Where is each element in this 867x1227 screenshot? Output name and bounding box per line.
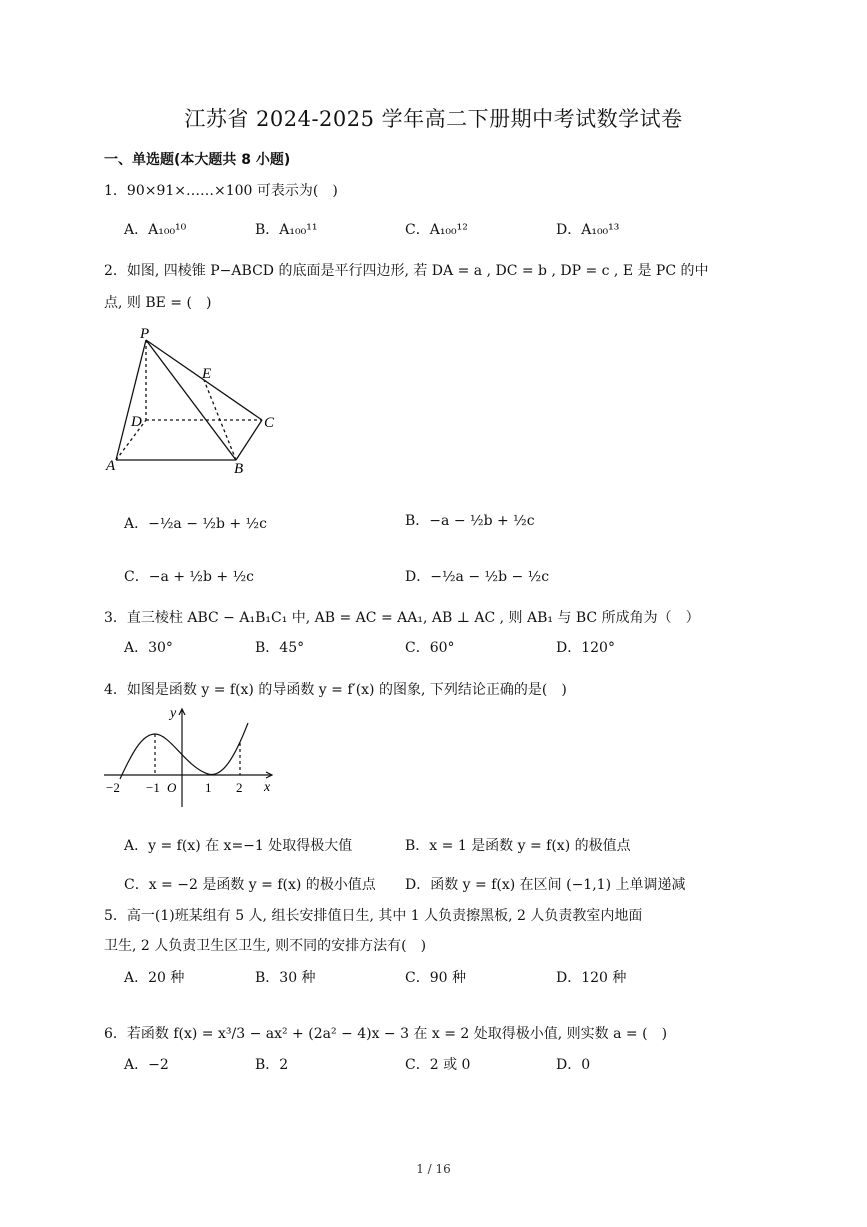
label-p: P bbox=[140, 326, 150, 342]
graph-y-label: y bbox=[170, 706, 177, 721]
question-2-line1: 2．如图, 四棱锥 P−ABCD 的底面是平行四边形, 若 DA = a , DC = b , DP = c , E 是 PC 的中 bbox=[104, 263, 709, 279]
question-3-stem: 3．直三棱柱 ABC − A₁B₁C₁ 中, AB = AC = AA₁, AB ⊥ AC , 则 AB₁ 与 BC 所成角为（ ） bbox=[104, 610, 700, 626]
pyramid-figure bbox=[100, 322, 290, 482]
graph-origin-label: O bbox=[167, 780, 177, 795]
question-5-line2: 卫生, 2 人负责卫生区卫生, 则不同的安排方法有( ) bbox=[104, 938, 427, 954]
graph-tick-2: 2 bbox=[236, 780, 243, 795]
q2-option-d: D．−½a − ½b − ½c bbox=[405, 569, 550, 585]
q2-option-b: B．−a − ½b + ½c bbox=[405, 513, 535, 529]
q3-option-c: C．60° bbox=[405, 640, 455, 656]
q4-option-a: A．y = f(x) 在 x=−1 处取得极大值 bbox=[124, 838, 353, 854]
graph-tick-neg2: −2 bbox=[106, 780, 120, 795]
q5-option-b: B．30 种 bbox=[255, 970, 316, 986]
question-5-line1: 5．高一(1)班某组有 5 人, 组长安排值日生, 其中 1 人负责擦黑板, 2 人负责教室内地面 bbox=[104, 908, 643, 924]
graph-tick-1: 1 bbox=[205, 780, 212, 795]
graph-x-label: x bbox=[264, 780, 271, 795]
label-a: A bbox=[106, 458, 116, 474]
q2-option-c: C．−a + ½b + ½c bbox=[124, 569, 254, 585]
section-heading: 一、单选题(本大题共 8 小题) bbox=[104, 152, 291, 168]
q3-option-b: B．45° bbox=[255, 640, 305, 656]
q1-option-a: A．A₁₀₀¹⁰ bbox=[124, 222, 187, 238]
q5-option-d: D．120 种 bbox=[556, 970, 627, 986]
question-6-stem: 6．若函数 f(x) = x³/3 − ax² + (2a² − 4)x − 3 在 x = 2 处取得极小值, 则实数 a = ( ) bbox=[104, 1026, 668, 1042]
page-title: 江苏省 2024-2025 学年高二下册期中考试数学试卷 bbox=[184, 107, 683, 131]
question-1-stem: 1．90×91×……×100 可表示为( ) bbox=[104, 183, 338, 199]
q6-option-b: B．2 bbox=[255, 1057, 289, 1073]
q1-option-b: B．A₁₀₀¹¹ bbox=[255, 222, 318, 238]
label-d: D bbox=[131, 414, 142, 430]
q6-option-c: C．2 或 0 bbox=[405, 1057, 471, 1073]
q4-option-d: D．函数 y = f(x) 在区间 (−1,1) 上单调递减 bbox=[405, 877, 686, 893]
q1-option-d: D．A₁₀₀¹³ bbox=[556, 222, 620, 238]
q1-option-c: C．A₁₀₀¹² bbox=[405, 222, 468, 238]
page-number: 1 / 16 bbox=[416, 1162, 451, 1176]
q4-option-c: C．x = −2 是函数 y = f(x) 的极小值点 bbox=[124, 877, 376, 893]
q6-option-d: D．0 bbox=[556, 1057, 591, 1073]
q4-option-b: B．x = 1 是函数 y = f(x) 的极值点 bbox=[405, 838, 631, 854]
graph-tick-neg1: −1 bbox=[146, 780, 160, 795]
q3-option-d: D．120° bbox=[556, 640, 615, 656]
q3-option-a: A．30° bbox=[124, 640, 173, 656]
label-e: E bbox=[202, 366, 212, 382]
q5-option-a: A．20 种 bbox=[124, 970, 185, 986]
label-c: C bbox=[264, 415, 275, 431]
question-4-stem: 4．如图是函数 y = f(x) 的导函数 y = f′(x) 的图象, 下列结论正确的是( ) bbox=[104, 682, 567, 698]
q2-option-a: A．−½a − ½b + ½c bbox=[124, 516, 267, 532]
question-2-line2: 点, 则 BE = ( ) bbox=[104, 295, 212, 311]
derivative-graph bbox=[100, 703, 285, 808]
label-b: B bbox=[234, 461, 244, 477]
q5-option-c: C．90 种 bbox=[405, 970, 466, 986]
q6-option-a: A．−2 bbox=[124, 1057, 169, 1073]
